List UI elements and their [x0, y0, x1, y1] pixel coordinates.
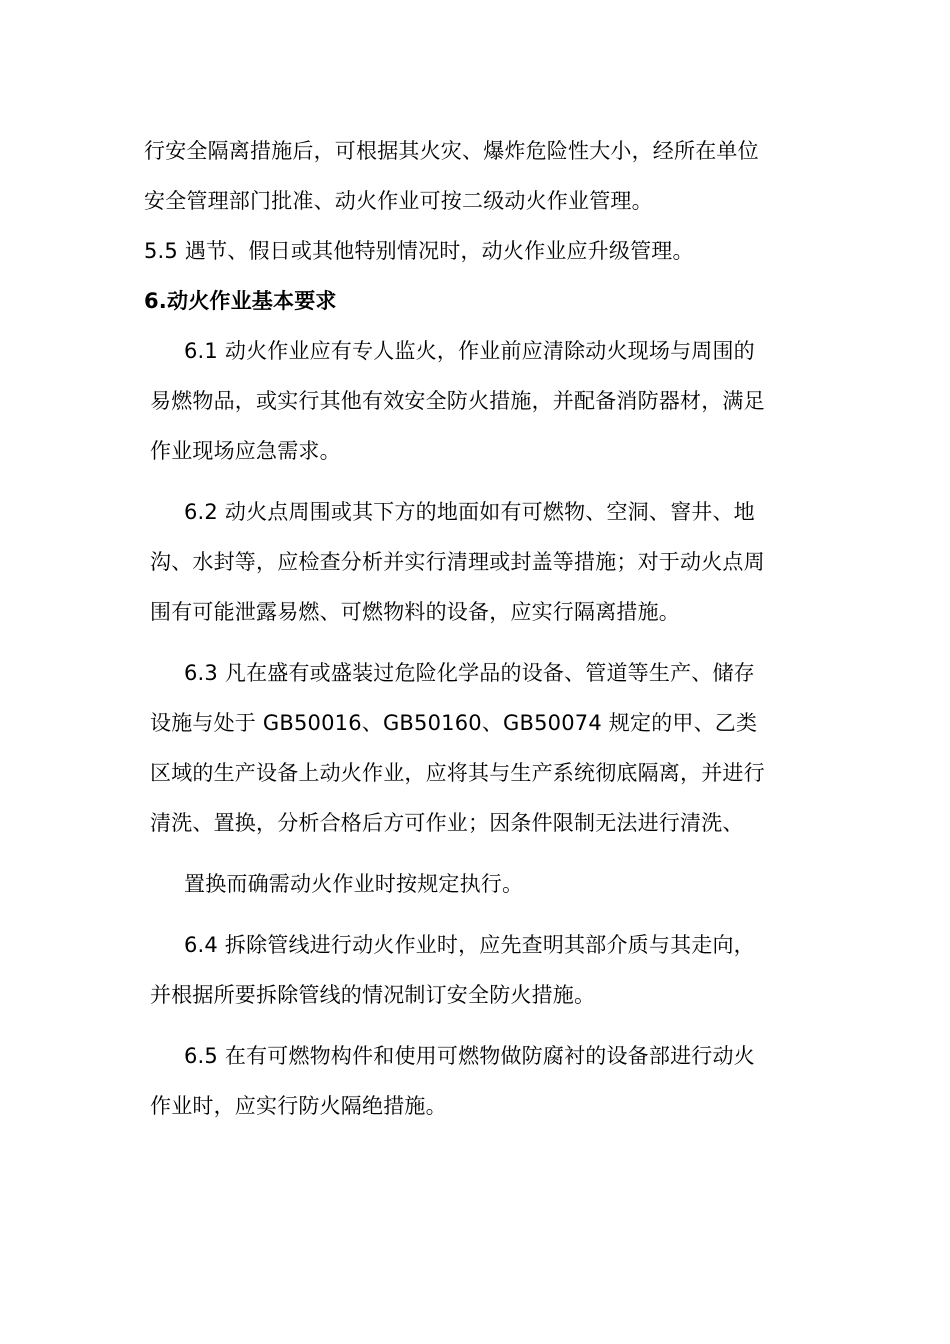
text-line: 行安全隔离措施后，可根据其火灾、爆炸危险性大小，经所在单位 [144, 139, 759, 163]
text-line: 作业现场应急需求。 [150, 439, 341, 463]
text-line: 易燃物品，或实行其他有效安全防火措施，并配备消防器材，满足 [150, 389, 765, 413]
text-line: 清洗、置换，分析合格后方可作业；因条件限制无法进行清洗、 [150, 811, 744, 835]
text-line: 6.5 在有可燃物构件和使用可燃物做防腐衬的设备部进行动火 [184, 1044, 755, 1068]
text-line: 5.5 遇节、假日或其他特别情况时，动火作业应升级管理。 [144, 239, 694, 263]
text-line: 作业时，应实行防火隔绝措施。 [150, 1094, 447, 1118]
text-line: 安全管理部门批准、动火作业可按二级动火作业管理。 [144, 189, 653, 213]
text-line: 设施与处于 GB50016、GB50160、GB50074 规定的甲、乙类 [150, 711, 758, 735]
text-line: 6.3 凡在盛有或盛装过危险化学品的设备、管道等生产、储存 [184, 661, 755, 685]
section-heading: 6.动火作业基本要求 [144, 289, 337, 313]
text-line: 6.1 动火作业应有专人监火，作业前应清除动火现场与周围的 [184, 339, 755, 363]
text-line: 6.2 动火点周围或其下方的地面如有可燃物、空洞、窨井、地 [184, 500, 755, 524]
text-line: 围有可能泄露易燃、可燃物料的设备，应实行隔离措施。 [150, 600, 680, 624]
text-line: 并根据所要拆除管线的情况制订安全防火措施。 [150, 983, 596, 1007]
text-line: 6.4 拆除管线进行动火作业时，应先查明其部介质与其走向， [184, 933, 755, 957]
text-line: 沟、水封等，应检查分析并实行清理或封盖等措施；对于动火点周 [150, 550, 765, 574]
text-line: 区域的生产设备上动火作业，应将其与生产系统彻底隔离，并进行 [150, 761, 765, 785]
text-line: 置换而确需动火作业时按规定执行。 [184, 872, 524, 896]
